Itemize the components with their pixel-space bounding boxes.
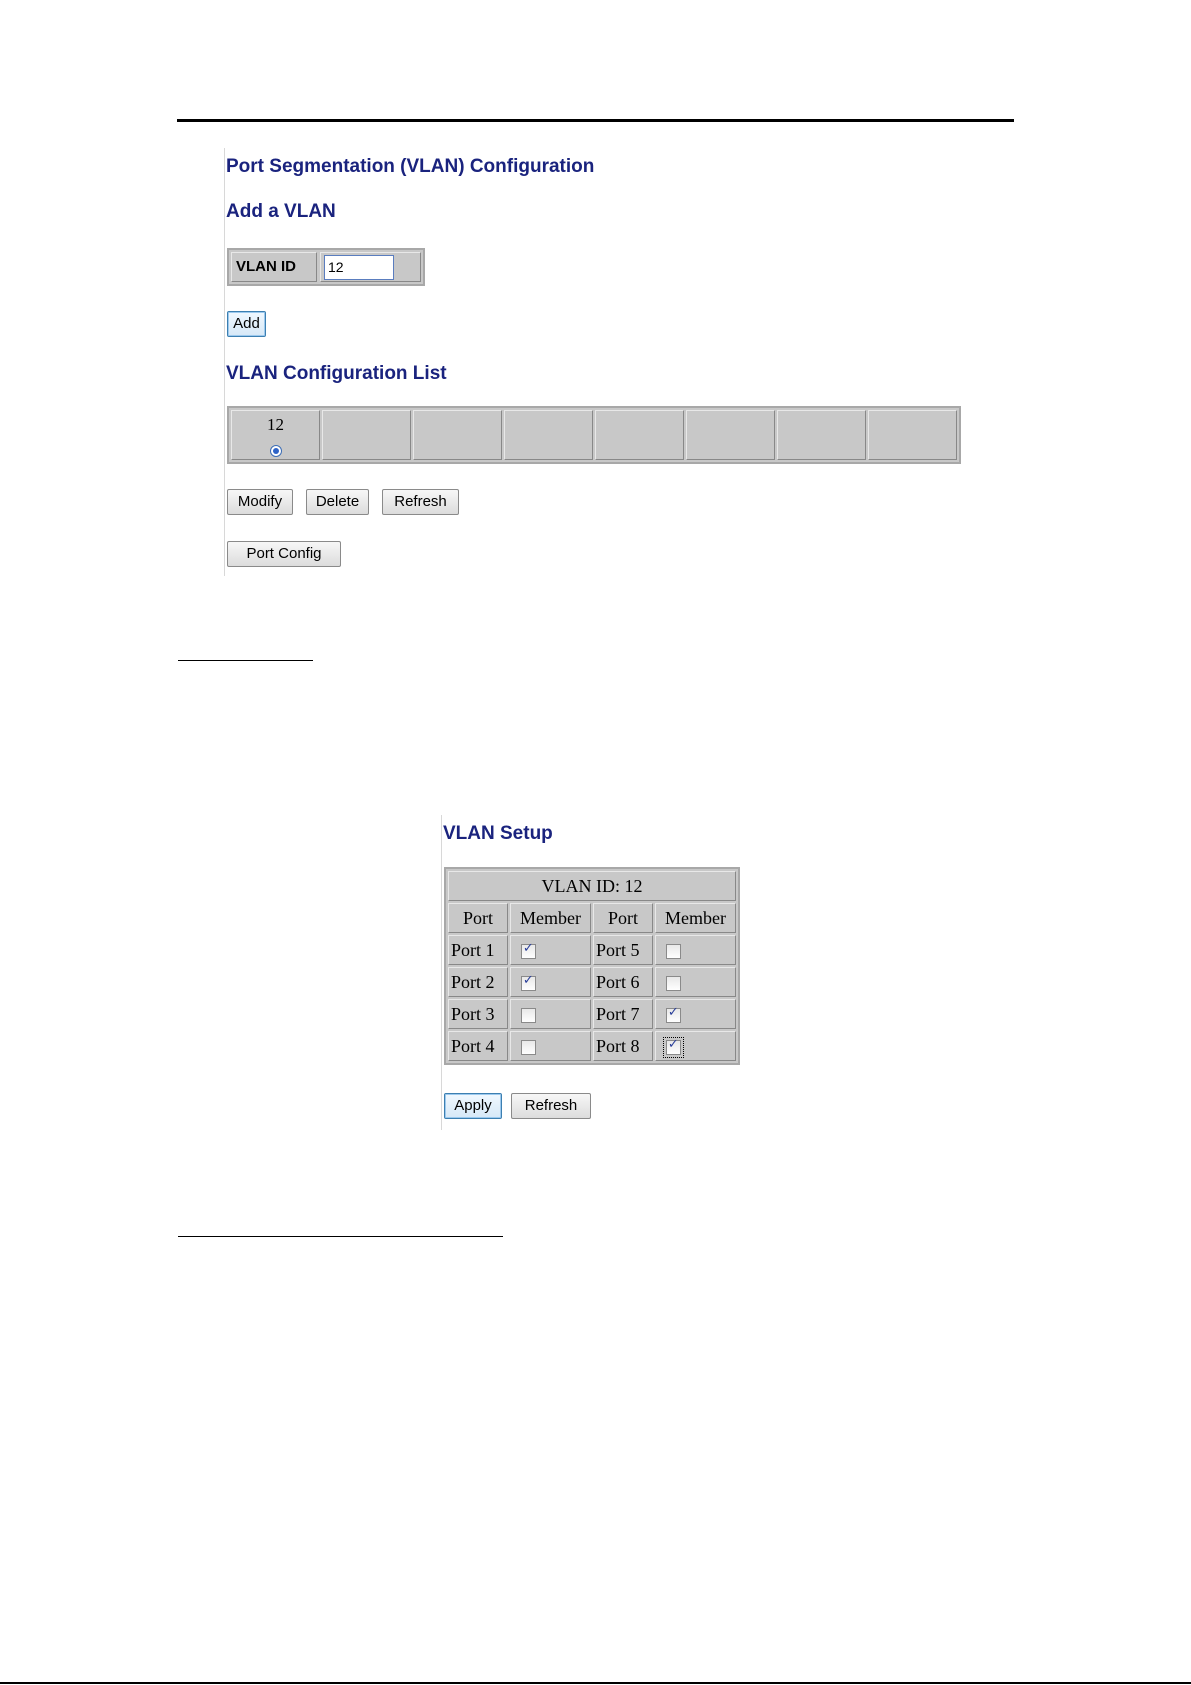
col-header-port: Port bbox=[593, 903, 653, 933]
port-config-button[interactable]: Port Config bbox=[227, 541, 341, 567]
page-title: Port Segmentation (VLAN) Configuration bbox=[226, 156, 595, 177]
vlan-configuration-list bbox=[227, 406, 961, 464]
table-row bbox=[448, 999, 736, 1029]
add-vlan-heading: Add a VLAN bbox=[226, 201, 336, 222]
col-header-member: Member bbox=[655, 903, 736, 933]
modify-button[interactable]: Modify bbox=[227, 489, 293, 515]
table-row bbox=[448, 967, 736, 997]
vlan-id-input[interactable]: 12 bbox=[324, 255, 394, 280]
vlan-id-cell bbox=[320, 252, 421, 282]
member-checkbox[interactable] bbox=[666, 976, 681, 991]
table-row bbox=[448, 1031, 736, 1061]
vlan-member-table bbox=[444, 867, 740, 1065]
vlan-config-panel bbox=[224, 148, 975, 576]
port-label: Port 4 bbox=[448, 1031, 508, 1061]
vlan-list-cell bbox=[595, 410, 684, 460]
add-button[interactable]: Add bbox=[227, 311, 266, 337]
member-checkbox[interactable] bbox=[666, 1040, 681, 1055]
vlan-list-heading: VLAN Configuration List bbox=[226, 363, 447, 384]
vlan-list-cell bbox=[504, 410, 593, 460]
vlan-setup-panel bbox=[441, 815, 762, 1130]
vlan-id-form bbox=[227, 248, 425, 286]
port-label: Port 2 bbox=[448, 967, 508, 997]
table-row bbox=[448, 935, 736, 965]
vlan-list-cell bbox=[868, 410, 957, 460]
port-label: Port 5 bbox=[593, 935, 653, 965]
col-header-port: Port bbox=[448, 903, 508, 933]
caption-underline bbox=[178, 1236, 503, 1237]
top-divider bbox=[177, 119, 1014, 122]
vlan-list-cell bbox=[777, 410, 866, 460]
refresh-button[interactable]: Refresh bbox=[382, 489, 459, 515]
vlan-list-cell bbox=[322, 410, 411, 460]
setup-refresh-button[interactable]: Refresh bbox=[511, 1093, 591, 1119]
delete-button[interactable]: Delete bbox=[306, 489, 369, 515]
port-label: Port 1 bbox=[448, 935, 508, 965]
vlan-list-cell bbox=[413, 410, 502, 460]
vlan-id-label: VLAN ID bbox=[231, 252, 317, 282]
vlan-list-cell[interactable] bbox=[231, 410, 320, 460]
port-label: Port 6 bbox=[593, 967, 653, 997]
vlan-list-id: 12 bbox=[267, 415, 284, 434]
port-label: Port 3 bbox=[448, 999, 508, 1029]
vlan-id-title: VLAN ID: 12 bbox=[448, 871, 736, 901]
port-label: Port 7 bbox=[593, 999, 653, 1029]
port-label: Port 8 bbox=[593, 1031, 653, 1061]
member-checkbox[interactable] bbox=[666, 1008, 681, 1023]
vlan-select-radio[interactable] bbox=[270, 445, 282, 457]
bottom-divider bbox=[0, 1682, 1191, 1684]
member-checkbox[interactable] bbox=[521, 976, 536, 991]
caption-underline bbox=[178, 660, 313, 661]
col-header-member: Member bbox=[510, 903, 591, 933]
member-checkbox[interactable] bbox=[521, 1008, 536, 1023]
vlan-setup-title: VLAN Setup bbox=[443, 823, 553, 844]
member-checkbox[interactable] bbox=[521, 1040, 536, 1055]
apply-button[interactable]: Apply bbox=[444, 1093, 502, 1119]
vlan-list-cell bbox=[686, 410, 775, 460]
member-checkbox[interactable] bbox=[521, 944, 536, 959]
member-checkbox[interactable] bbox=[666, 944, 681, 959]
